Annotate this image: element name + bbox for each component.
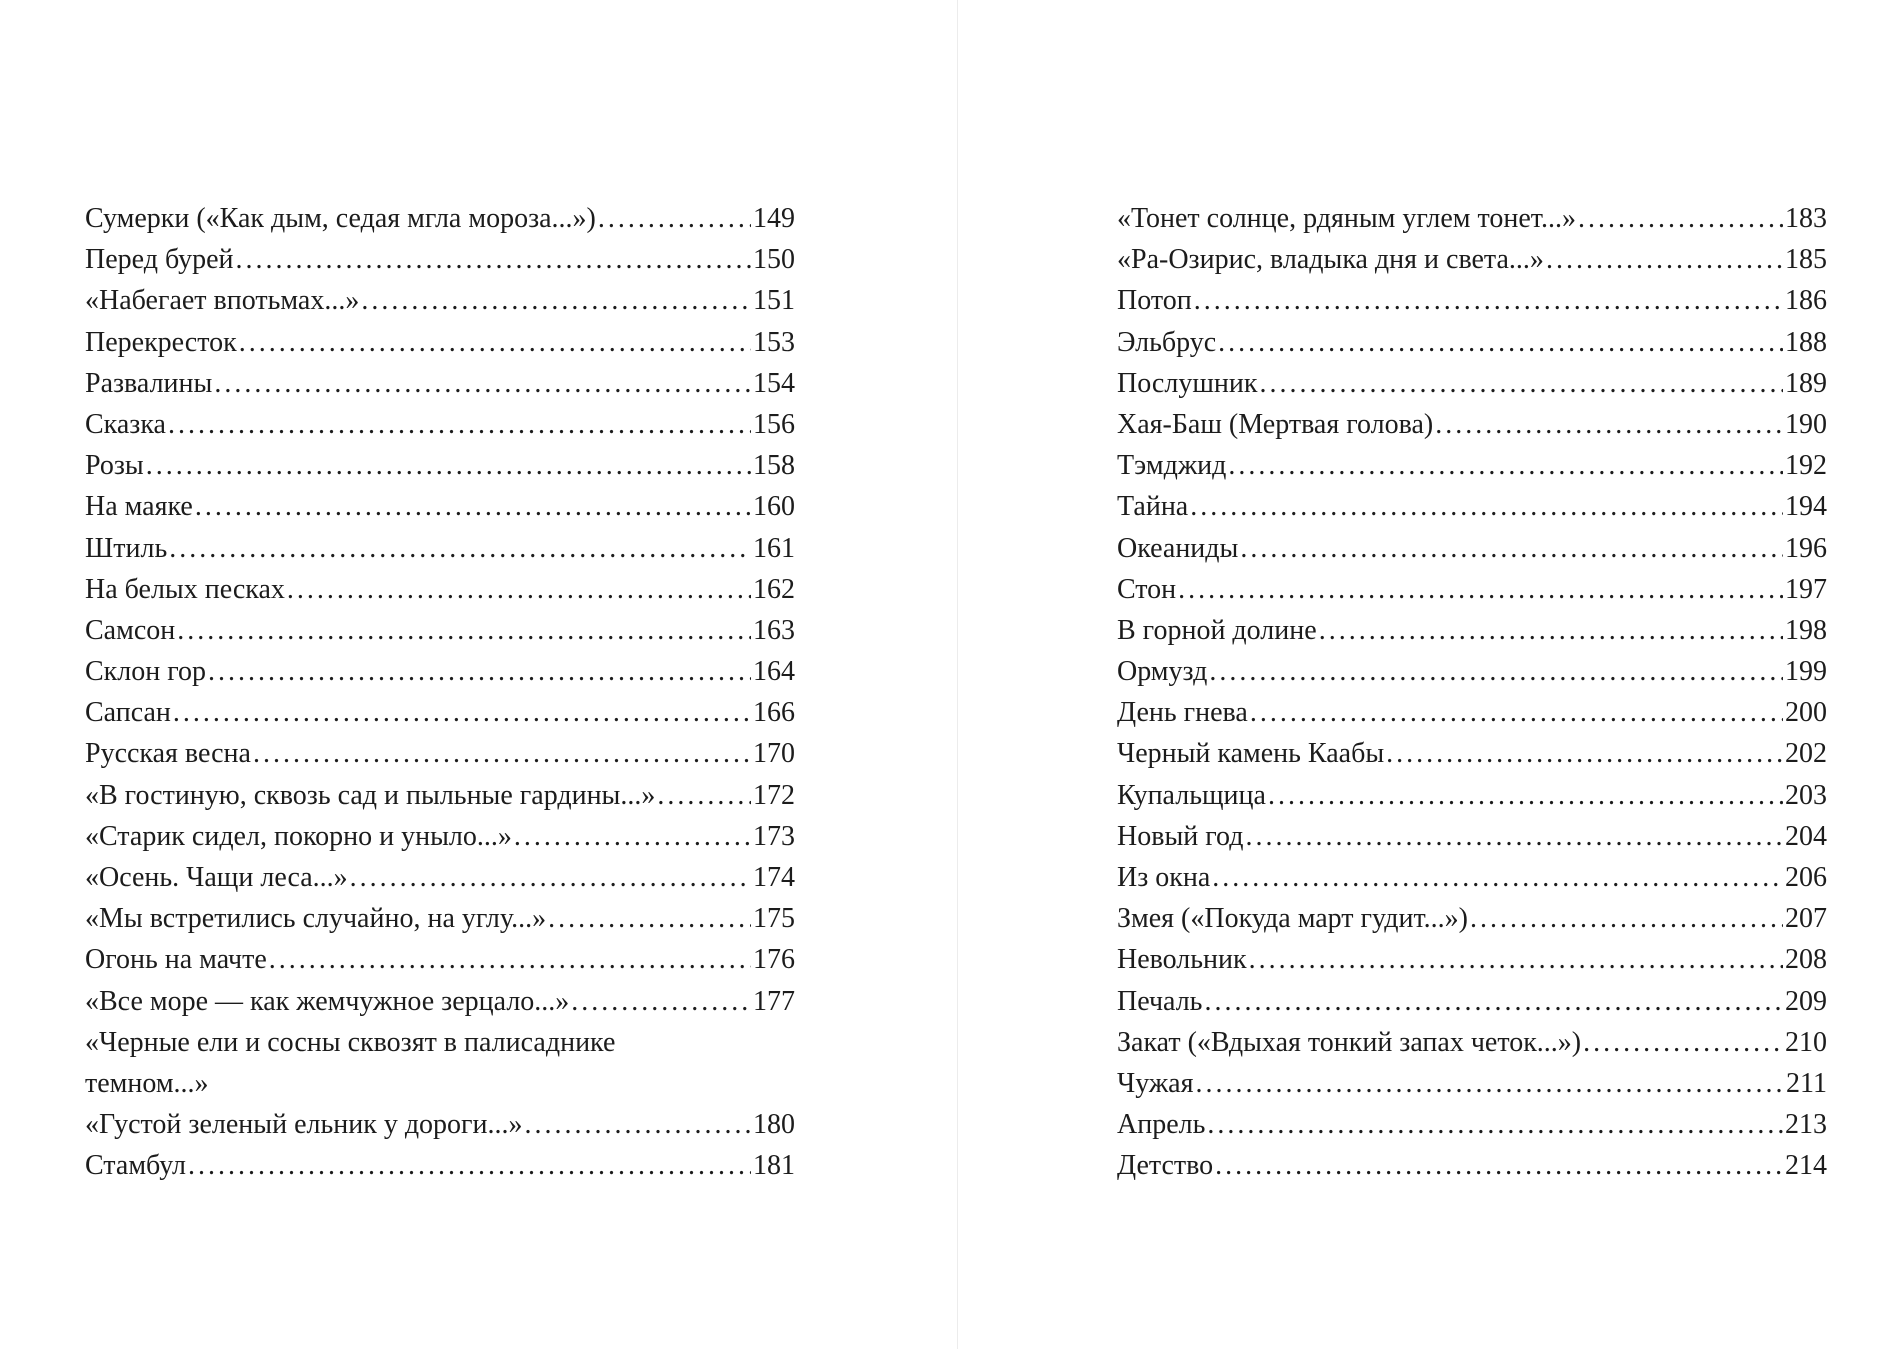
toc-entry-title: Сапсан bbox=[85, 697, 171, 729]
toc-entry-page-number: 175 bbox=[753, 903, 795, 935]
toc-entry bbox=[1117, 775, 1827, 816]
toc-entry bbox=[1117, 198, 1827, 239]
dot-leader bbox=[1245, 816, 1783, 857]
toc-entry bbox=[85, 528, 795, 569]
toc-entry bbox=[1117, 898, 1827, 939]
toc-entry-title: Океаниды bbox=[1117, 532, 1239, 564]
toc-entry bbox=[1117, 569, 1827, 610]
toc-entry-title: Эльбрус bbox=[1117, 326, 1217, 358]
toc-entry-title: «Густой зеленый ельник у дороги...» bbox=[85, 1109, 523, 1141]
dot-leader bbox=[1470, 898, 1783, 939]
toc-entry bbox=[85, 610, 795, 651]
toc-entry bbox=[85, 363, 795, 404]
dot-leader bbox=[1268, 775, 1783, 816]
toc-entry-title: Розы bbox=[85, 450, 144, 482]
dot-leader bbox=[236, 239, 751, 280]
toc-entry bbox=[85, 280, 795, 321]
dot-leader bbox=[253, 733, 751, 774]
toc-entry-title: темном...» bbox=[85, 1067, 209, 1099]
toc-entry-page-number: 214 bbox=[1785, 1150, 1827, 1182]
dot-leader bbox=[1212, 857, 1783, 898]
toc-entry-page-number: 176 bbox=[753, 944, 795, 976]
dot-leader bbox=[1583, 1022, 1783, 1063]
dot-leader bbox=[1209, 651, 1783, 692]
dot-leader bbox=[1249, 939, 1783, 980]
table-of-contents-right bbox=[1117, 198, 1827, 1187]
toc-entry bbox=[85, 486, 795, 527]
toc-entry-title: Развалины bbox=[85, 367, 213, 399]
dot-leader bbox=[1578, 198, 1783, 239]
right-page bbox=[958, 0, 1897, 1349]
toc-entry-page-number: 183 bbox=[1785, 203, 1827, 234]
toc-entry-page-number: 158 bbox=[753, 450, 795, 482]
toc-entry-page-number: 172 bbox=[753, 779, 795, 811]
toc-entry-page-number: 180 bbox=[753, 1109, 795, 1141]
toc-entry bbox=[1117, 939, 1827, 980]
dot-leader bbox=[1228, 445, 1783, 486]
toc-entry-page-number: 207 bbox=[1785, 903, 1827, 935]
toc-entry bbox=[1117, 816, 1827, 857]
toc-entry-title: Невольник bbox=[1117, 944, 1247, 976]
dot-leader bbox=[168, 404, 751, 445]
dot-leader bbox=[1195, 1063, 1784, 1104]
toc-entry bbox=[85, 898, 795, 939]
toc-entry-title: Чужая bbox=[1117, 1067, 1194, 1099]
toc-entry-title: Апрель bbox=[1117, 1109, 1206, 1141]
toc-entry-page-number: 160 bbox=[753, 491, 795, 523]
toc-entry-title: Печаль bbox=[1117, 985, 1203, 1017]
toc-entry-page-number: 181 bbox=[753, 1150, 795, 1182]
toc-entry-page-number: 162 bbox=[753, 573, 795, 605]
dot-leader bbox=[208, 651, 751, 692]
toc-entry bbox=[85, 981, 795, 1022]
toc-entry bbox=[1117, 651, 1827, 692]
dot-leader bbox=[1319, 610, 1783, 651]
toc-entry-title: «Все море — как жемчужное зерцало...» bbox=[85, 985, 570, 1017]
toc-entry-page-number: 198 bbox=[1785, 614, 1827, 646]
dot-leader bbox=[598, 198, 751, 239]
toc-entry-title: Купальщица bbox=[1117, 779, 1266, 811]
toc-entry-title: «Мы встретились случайно, на углу...» bbox=[85, 903, 547, 935]
toc-entry bbox=[85, 692, 795, 733]
dot-leader bbox=[1386, 733, 1783, 774]
dot-leader bbox=[169, 528, 751, 569]
dot-leader bbox=[195, 486, 751, 527]
toc-entry bbox=[1117, 239, 1827, 280]
toc-entry bbox=[85, 651, 795, 692]
dot-leader bbox=[571, 981, 751, 1022]
dot-leader bbox=[1194, 280, 1783, 321]
toc-entry-title: Детство bbox=[1117, 1150, 1214, 1182]
toc-entry-title: Послушник bbox=[1117, 367, 1258, 399]
dot-leader bbox=[1207, 1104, 1783, 1145]
dot-leader bbox=[1435, 404, 1783, 445]
toc-entry-page-number: 153 bbox=[753, 326, 795, 358]
dot-leader bbox=[1240, 528, 1783, 569]
toc-entry-title: Стон bbox=[1117, 573, 1177, 605]
toc-entry bbox=[1117, 528, 1827, 569]
toc-entry-title: Русская весна bbox=[85, 738, 251, 770]
toc-entry-title: Стамбул bbox=[85, 1150, 186, 1182]
toc-entry-page-number: 196 bbox=[1785, 532, 1827, 564]
toc-entry-title: Тайна bbox=[1117, 491, 1189, 523]
dot-leader bbox=[361, 280, 751, 321]
dot-leader bbox=[188, 1145, 751, 1186]
toc-entry-title: «В гостиную, сквозь сад и пыльные гардины...» bbox=[85, 779, 656, 811]
toc-entry bbox=[85, 857, 795, 898]
toc-entry-page-number: 202 bbox=[1785, 738, 1827, 770]
dot-leader bbox=[1546, 239, 1783, 280]
toc-entry-page-number: 174 bbox=[753, 862, 795, 893]
toc-entry bbox=[85, 569, 795, 610]
toc-entry-title: Из окна bbox=[1117, 862, 1211, 893]
toc-entry-page-number: 213 bbox=[1785, 1109, 1827, 1141]
dot-leader bbox=[1178, 569, 1783, 610]
toc-entry-title: День гнева bbox=[1117, 697, 1248, 729]
dot-leader bbox=[146, 445, 751, 486]
dot-leader bbox=[239, 322, 751, 363]
toc-entry bbox=[1117, 280, 1827, 321]
toc-entry-page-number: 163 bbox=[753, 614, 795, 646]
toc-entry bbox=[1117, 981, 1827, 1022]
dot-leader bbox=[657, 775, 751, 816]
dot-leader bbox=[1204, 981, 1783, 1022]
toc-entry-title: Склон гор bbox=[85, 656, 207, 688]
toc-entry-title: «Старик сидел, покорно и уныло...» bbox=[85, 820, 512, 852]
toc-entry bbox=[1117, 445, 1827, 486]
dot-leader bbox=[1190, 486, 1783, 527]
dot-leader bbox=[214, 363, 751, 404]
toc-entry bbox=[1117, 733, 1827, 774]
toc-entry-title: Ормузд bbox=[1117, 656, 1208, 688]
toc-entry-title: Тэмджид bbox=[1117, 450, 1227, 482]
dot-leader bbox=[1259, 363, 1783, 404]
toc-entry-page-number: 177 bbox=[753, 985, 795, 1017]
dot-leader bbox=[1218, 322, 1783, 363]
toc-entry-page-number: 186 bbox=[1785, 285, 1827, 317]
toc-entry-page-number: 190 bbox=[1785, 408, 1827, 440]
toc-entry bbox=[1117, 1145, 1827, 1186]
table-of-contents-left bbox=[85, 198, 795, 1187]
toc-entry bbox=[1117, 857, 1827, 898]
toc-entry bbox=[85, 816, 795, 857]
toc-entry-title: «Набегает впотьмах...» bbox=[85, 285, 360, 317]
toc-entry-title: Огонь на мачте bbox=[85, 944, 267, 976]
dot-leader bbox=[1250, 692, 1783, 733]
dot-leader bbox=[287, 569, 751, 610]
toc-entry-page-number: 185 bbox=[1785, 244, 1827, 276]
toc-entry-page-number: 194 bbox=[1785, 491, 1827, 523]
dot-leader bbox=[350, 857, 751, 898]
toc-entry-title: На маяке bbox=[85, 491, 193, 523]
toc-entry-page-number: 200 bbox=[1785, 697, 1827, 729]
toc-entry-page-number: 166 bbox=[753, 697, 795, 729]
toc-entry-page-number: 173 bbox=[753, 820, 795, 852]
toc-entry-title: Сумерки («Как дым, седая мгла мороза...») bbox=[85, 203, 596, 234]
toc-entry-page-number: 154 bbox=[753, 367, 795, 399]
toc-entry-page-number: 156 bbox=[753, 408, 795, 440]
dot-leader bbox=[173, 692, 751, 733]
toc-entry-title: Самсон bbox=[85, 614, 176, 646]
dot-leader bbox=[525, 1104, 751, 1145]
toc-entry-title: Сказка bbox=[85, 408, 166, 440]
toc-entry-page-number: 209 bbox=[1785, 985, 1827, 1017]
toc-entry-title: «Ра-Озирис, владыка дня и света...» bbox=[1117, 244, 1544, 276]
toc-entry-title: Закат («Вдыхая тонкий запах четок...») bbox=[1117, 1026, 1582, 1058]
toc-entry bbox=[85, 404, 795, 445]
toc-entry bbox=[1117, 363, 1827, 404]
toc-entry-page-number: 161 bbox=[753, 532, 795, 564]
toc-entry bbox=[1117, 486, 1827, 527]
dot-leader bbox=[269, 939, 751, 980]
toc-entry-page-number: 170 bbox=[753, 738, 795, 770]
toc-entry-page-number: 164 bbox=[753, 656, 795, 688]
toc-entry-title: Черный камень Каабы bbox=[1117, 738, 1385, 770]
toc-entry-page-number: 211 bbox=[1786, 1067, 1827, 1099]
toc-entry bbox=[1117, 1022, 1827, 1063]
toc-entry bbox=[1117, 1063, 1827, 1104]
toc-entry-page-number: 206 bbox=[1785, 862, 1827, 893]
toc-entry-title: Потоп bbox=[1117, 285, 1192, 317]
toc-entry-page-number: 151 bbox=[753, 285, 795, 317]
toc-entry bbox=[1117, 404, 1827, 445]
toc-entry-title: На белых песках bbox=[85, 573, 285, 605]
toc-entry-page-number: 149 bbox=[753, 203, 795, 234]
toc-entry-title: Перед бурей bbox=[85, 244, 234, 276]
toc-entry-title-line: «Черные ели и сосны сквозят в палисаднике bbox=[85, 1026, 616, 1058]
toc-entry bbox=[1117, 610, 1827, 651]
toc-entry bbox=[85, 322, 795, 363]
dot-leader bbox=[1215, 1145, 1783, 1186]
toc-entry bbox=[85, 939, 795, 980]
toc-entry-page-number: 203 bbox=[1785, 779, 1827, 811]
dot-leader bbox=[548, 898, 751, 939]
toc-entry bbox=[85, 1104, 795, 1145]
toc-entry-page-number: 150 bbox=[753, 244, 795, 276]
toc-entry bbox=[85, 198, 795, 239]
toc-entry bbox=[85, 775, 795, 816]
toc-entry bbox=[85, 733, 795, 774]
toc-entry-page-number: 210 bbox=[1785, 1026, 1827, 1058]
toc-entry-page-number: 208 bbox=[1785, 944, 1827, 976]
toc-entry bbox=[1117, 692, 1827, 733]
toc-entry bbox=[1117, 1104, 1827, 1145]
toc-entry-title: «Осень. Чащи леса...» bbox=[85, 862, 348, 893]
toc-entry-title: Штиль bbox=[85, 532, 168, 564]
toc-entry-title: Змея («Покуда март гудит...») bbox=[1117, 903, 1468, 935]
toc-entry-title: «Тонет солнце, рдяным углем тонет...» bbox=[1117, 203, 1576, 234]
toc-entry-title: Новый год bbox=[1117, 820, 1244, 852]
toc-entry-page-number: 204 bbox=[1785, 820, 1827, 852]
toc-entry-title: Хая-Баш (Мертвая голова) bbox=[1117, 408, 1434, 440]
toc-entry bbox=[85, 239, 795, 280]
toc-entry-page-number: 188 bbox=[1785, 326, 1827, 358]
toc-entry-page-number: 192 bbox=[1785, 450, 1827, 482]
toc-entry bbox=[85, 1022, 795, 1104]
toc-entry-title: Перекресток bbox=[85, 326, 237, 358]
toc-entry bbox=[85, 1145, 795, 1186]
dot-leader bbox=[514, 816, 751, 857]
toc-entry-page-number: 197 bbox=[1785, 573, 1827, 605]
toc-entry-page-number: 189 bbox=[1785, 367, 1827, 399]
toc-entry bbox=[85, 445, 795, 486]
toc-entry bbox=[1117, 322, 1827, 363]
toc-entry-title: В горной долине bbox=[1117, 614, 1317, 646]
toc-entry-page-number: 199 bbox=[1785, 656, 1827, 688]
dot-leader bbox=[177, 610, 751, 651]
